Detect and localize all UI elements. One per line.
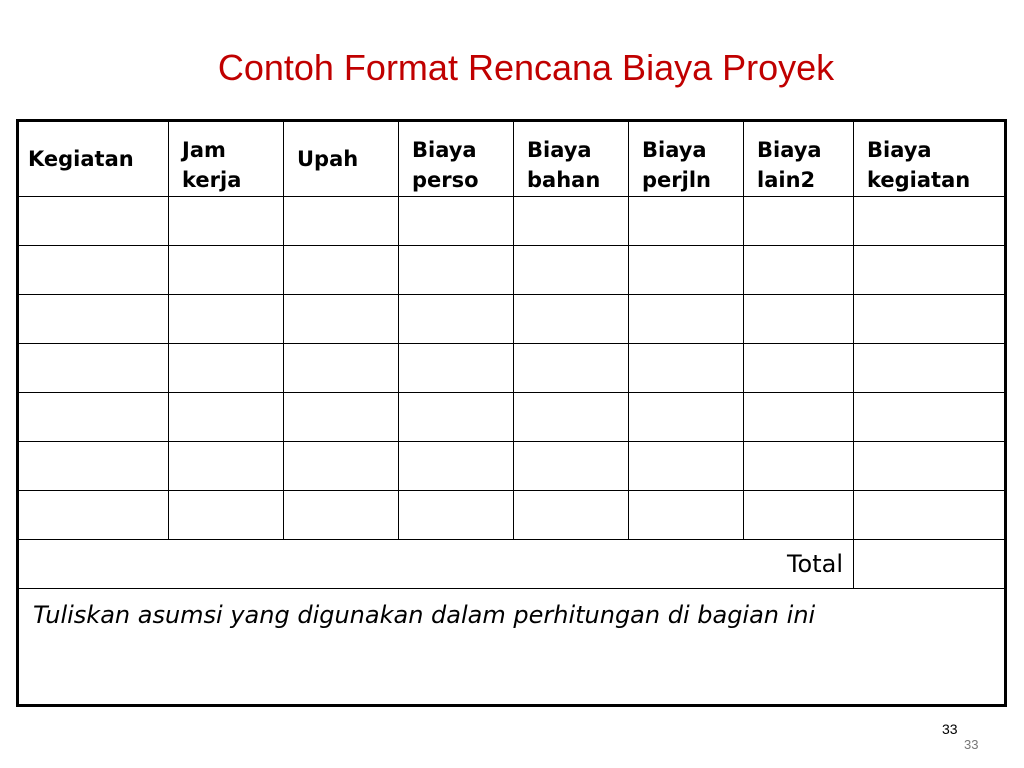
- table-row: [18, 344, 1006, 393]
- table-cell[interactable]: [514, 393, 629, 442]
- table-cell[interactable]: [18, 295, 169, 344]
- table-cell[interactable]: [284, 442, 399, 491]
- table-cell[interactable]: [629, 295, 744, 344]
- page-number-secondary: 33: [964, 737, 979, 752]
- table-row: [18, 393, 1006, 442]
- table-cell[interactable]: [854, 393, 1006, 442]
- table-cell[interactable]: [514, 442, 629, 491]
- page-number: 33: [942, 721, 958, 737]
- table-cell[interactable]: [169, 246, 284, 295]
- table-cell[interactable]: [169, 295, 284, 344]
- header-biaya-bahan-line2: bahan: [527, 168, 601, 192]
- header-biaya-bahan: [514, 121, 629, 197]
- table-cell[interactable]: [399, 295, 514, 344]
- table-cell[interactable]: [514, 295, 629, 344]
- header-biaya-lain2-line1: Biaya: [757, 138, 822, 162]
- header-biaya-perso-line2: perso: [412, 168, 479, 192]
- table-cell[interactable]: [744, 246, 854, 295]
- table-cell[interactable]: [854, 197, 1006, 246]
- table-row: [18, 246, 1006, 295]
- table-cell[interactable]: [284, 295, 399, 344]
- header-biaya-perso-line1: Biaya: [412, 138, 477, 162]
- header-biaya-perso: [399, 121, 514, 197]
- table-cell[interactable]: [854, 246, 1006, 295]
- header-biaya-perjln-line1: Biaya: [642, 138, 707, 162]
- total-label: Total: [18, 540, 854, 589]
- table-cell[interactable]: [284, 246, 399, 295]
- header-biaya-kegiatan-line2: kegiatan: [867, 168, 971, 192]
- table-row: [18, 442, 1006, 491]
- table-cell[interactable]: [18, 197, 169, 246]
- table-cell[interactable]: [399, 344, 514, 393]
- header-biaya-perjln-line2: perjln: [642, 168, 711, 192]
- header-biaya-lain2-line2: lain2: [757, 168, 816, 192]
- table-row: [18, 295, 1006, 344]
- table-cell[interactable]: [854, 344, 1006, 393]
- table-cell[interactable]: [284, 393, 399, 442]
- header-jam-kerja: [169, 121, 284, 197]
- table-cell[interactable]: [629, 442, 744, 491]
- table-cell[interactable]: [18, 393, 169, 442]
- table-cell[interactable]: [629, 246, 744, 295]
- total-value-cell[interactable]: [854, 540, 1006, 589]
- header-upah-label: Upah: [297, 147, 359, 171]
- header-jam-kerja-line2: kerja: [182, 168, 242, 192]
- table-cell[interactable]: [744, 295, 854, 344]
- table-cell[interactable]: [169, 491, 284, 540]
- table-row: [18, 491, 1006, 540]
- table-cell[interactable]: [514, 344, 629, 393]
- header-kegiatan: [18, 121, 169, 197]
- table-cell[interactable]: [169, 197, 284, 246]
- notes-row: [18, 589, 1006, 706]
- assumptions-notes: Tuliskan asumsi yang digunakan dalam perhitungan di bagian ini: [18, 589, 1006, 706]
- header-jam-kerja-line1: Jam: [182, 138, 226, 162]
- header-upah: [284, 121, 399, 197]
- table-cell[interactable]: [744, 442, 854, 491]
- table-cell[interactable]: [629, 393, 744, 442]
- header-biaya-bahan-line1: Biaya: [527, 138, 592, 162]
- header-biaya-perjln: [629, 121, 744, 197]
- header-biaya-lain2: [744, 121, 854, 197]
- table-cell[interactable]: [854, 442, 1006, 491]
- header-row: [18, 121, 1006, 197]
- total-row: [18, 540, 1006, 589]
- table-cell[interactable]: [169, 393, 284, 442]
- table-cell[interactable]: [169, 344, 284, 393]
- header-biaya-kegiatan-line1: Biaya: [867, 138, 932, 162]
- table-cell[interactable]: [399, 197, 514, 246]
- table-cell[interactable]: [854, 491, 1006, 540]
- slide-title: Contoh Format Rencana Biaya Proyek: [217, 47, 835, 88]
- header-kegiatan-label: Kegiatan: [28, 147, 134, 171]
- table-cell[interactable]: [744, 393, 854, 442]
- table-cell[interactable]: [169, 442, 284, 491]
- table-cell[interactable]: [629, 197, 744, 246]
- header-biaya-kegiatan: [854, 121, 1006, 197]
- table-cell[interactable]: [284, 491, 399, 540]
- table-cell[interactable]: [744, 491, 854, 540]
- table-row: [18, 197, 1006, 246]
- table-cell[interactable]: [514, 197, 629, 246]
- table-cell[interactable]: [18, 491, 169, 540]
- table-cell[interactable]: [514, 491, 629, 540]
- table-cell[interactable]: [629, 344, 744, 393]
- table-cell[interactable]: [284, 344, 399, 393]
- table-body: [18, 197, 1006, 540]
- table-cell[interactable]: [399, 442, 514, 491]
- budget-table: [16, 119, 1007, 707]
- table-cell[interactable]: [854, 295, 1006, 344]
- table-cell[interactable]: [18, 246, 169, 295]
- table-cell[interactable]: [18, 442, 169, 491]
- table-cell[interactable]: [629, 491, 744, 540]
- table-cell[interactable]: [18, 344, 169, 393]
- table-cell[interactable]: [744, 197, 854, 246]
- table-cell[interactable]: [514, 246, 629, 295]
- table-cell[interactable]: [399, 246, 514, 295]
- table-cell[interactable]: [744, 344, 854, 393]
- table-cell[interactable]: [399, 491, 514, 540]
- table-cell[interactable]: [399, 393, 514, 442]
- table-cell[interactable]: [284, 197, 399, 246]
